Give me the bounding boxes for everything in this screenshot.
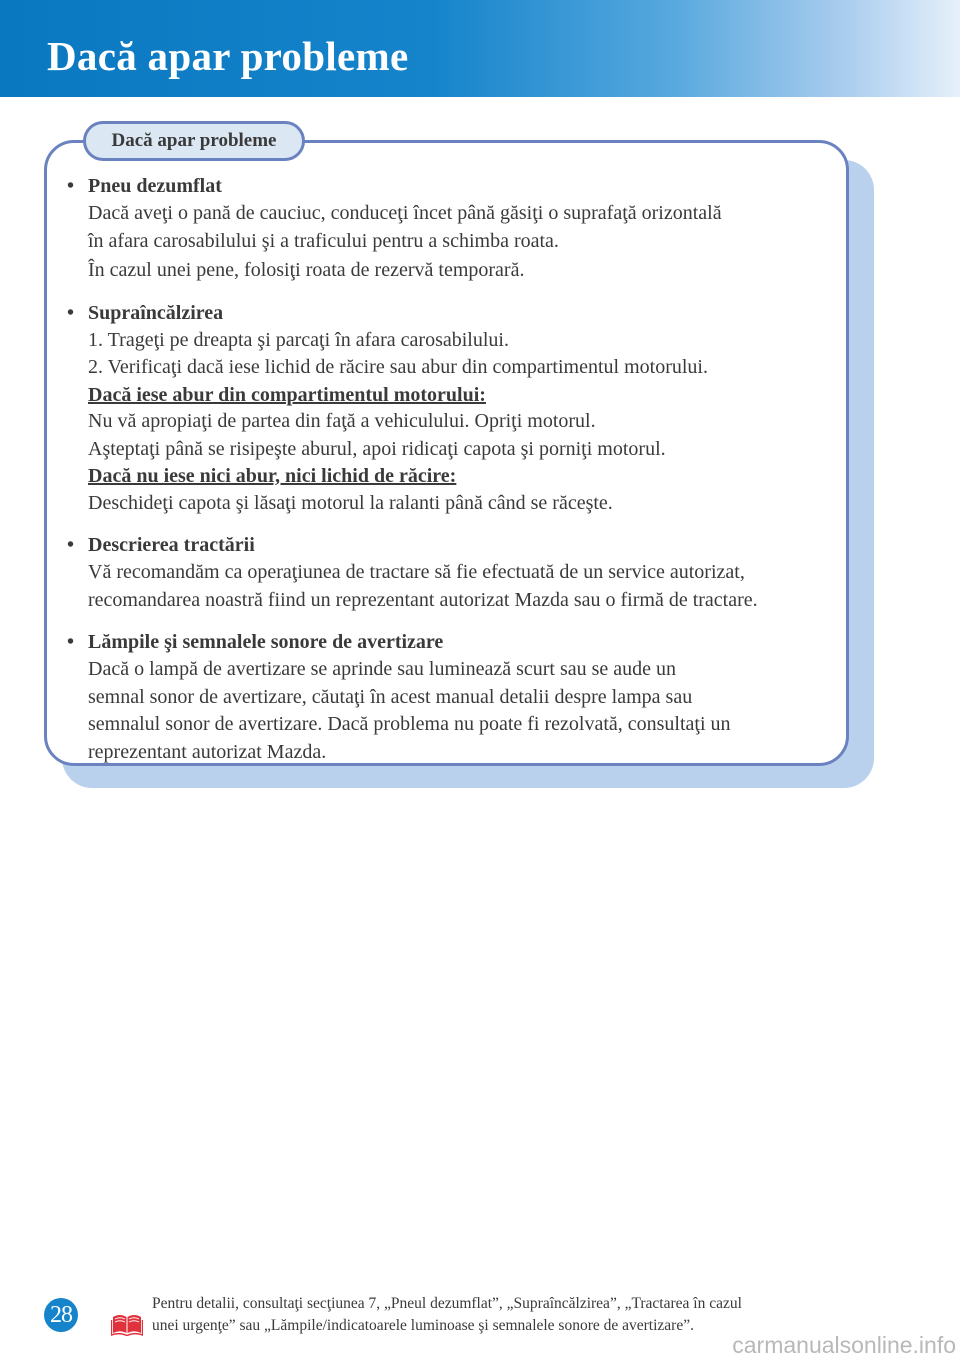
section-title: Supraîncălzirea <box>88 301 224 324</box>
watermark: carmanualsonline.info <box>732 1332 956 1358</box>
section-line: Dacă o lampă de avertizare se aprinde sau luminează scurt sau se aude un <box>88 658 677 680</box>
bullet-icon: • <box>67 175 75 197</box>
open-book-icon <box>111 1312 143 1336</box>
section-towing <box>67 531 837 614</box>
bullet-icon: • <box>67 534 75 556</box>
section-line: Aşteptaţi până se risipeşte aburul, apoi ridicaţi capota şi porniţi motorul. <box>88 437 666 460</box>
section-line: semnalul sonor de avertizare. Dacă problema nu poate fi rezolvată, consultaţi un <box>88 713 731 735</box>
section-title: Descrierea tractării <box>88 534 255 556</box>
bullet-icon: • <box>67 631 75 653</box>
section-line: reprezentant autorizat Mazda. <box>88 740 327 763</box>
page-number: 28 <box>44 1298 78 1332</box>
section-overheating <box>67 299 837 518</box>
section-line: semnal sonor de avertizare, căutaţi în acest manual detalii despre lampa sau <box>88 685 693 708</box>
section-line: 1. Trageţi pe dreapta şi parcaţi în afara carosabilului. <box>88 328 509 351</box>
section-line: În cazul unei pene, folosiţi roata de rezervă temporară. <box>88 259 525 281</box>
footnote-line: Pentru detalii, consultaţi secţiunea 7, „Pneul dezumflat”, „Supraîncălzirea”, „Tractarea în cazul <box>152 1295 742 1312</box>
section-title: Lămpile şi semnalele sonore de avertizare <box>88 631 444 653</box>
section-line: 2. Verificaţi dacă iese lichid de răcire sau abur din compartimentul motorului. <box>88 356 708 378</box>
section-line: Deschideţi capota şi lăsaţi motorul la ralanti până când se răceşte. <box>88 491 613 514</box>
section-flat-tire <box>67 172 837 285</box>
panel-content <box>67 172 837 780</box>
section-line: recomandarea noastră fiind un reprezentant autorizat Mazda sau o firmă de tractare. <box>88 588 758 611</box>
subheading-steam: Dacă iese abur din compartimentul motorului: <box>88 383 486 406</box>
section-warning-lights <box>67 628 837 766</box>
section-title: Pneu dezumflat <box>88 175 222 197</box>
bullet-icon: • <box>67 301 75 324</box>
section-line: Vă recomandăm ca operaţiunea de tractare să fie efectuată de un service autorizat, <box>88 561 745 583</box>
subheading-no-steam: Dacă nu iese nici abur, nici lichid de răcire: <box>88 465 457 487</box>
section-line: în afara carosabilului şi a traficului pentru a schimba roata. <box>88 229 559 252</box>
footnote-line: unei urgenţe” sau „Lămpile/indicatoarele luminoase şi semnalele sonore de avertizare”. <box>152 1317 694 1334</box>
section-line: Nu vă apropiaţi de partea din faţă a vehiculului. Opriţi motorul. <box>88 410 596 432</box>
section-line: Dacă aveţi o pană de cauciuc, conduceţi încet până găsiţi o suprafaţă orizontală <box>88 202 722 224</box>
page-title: Dacă apar probleme <box>47 33 409 79</box>
panel-tab-label: Dacă apar probleme <box>83 121 305 161</box>
